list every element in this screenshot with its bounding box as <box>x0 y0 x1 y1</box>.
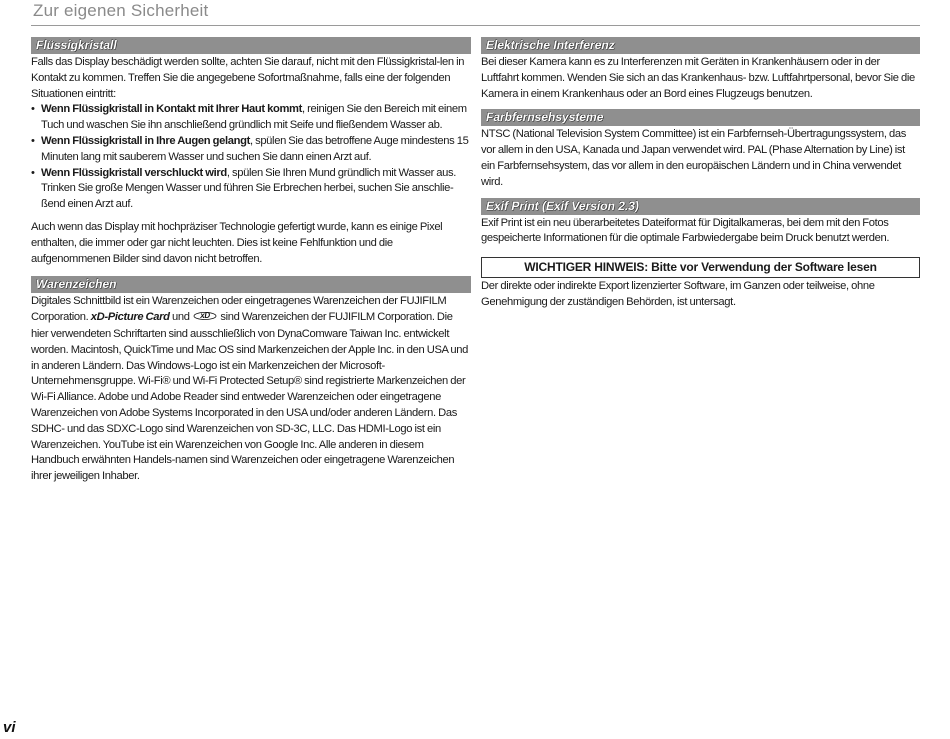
section-heading-exif: Exif Print (Exif Version 2.3) <box>481 198 920 215</box>
section-heading-trademarks: Warenzeichen <box>31 276 471 293</box>
list-item <box>31 102 471 134</box>
list-item <box>31 166 471 213</box>
software-notice-body: Der direkte oder indirekte Export lizenzierter Software, im Ganzen oder teilweise, ohne Genehmigung der zuständigen Behörden, ist untersagt. <box>481 280 875 308</box>
trademarks-text-c: sind Warenzeichen der FUJIFILM Corporation. Die hier verwendeten Schriftarten sind ausschließlich von DynaComware Taiwan Inc. entwickelt worden. Macintosh, QuickTime und Mac OS sind Markenzeichen der Apple Inc. in den USA und in anderen Ländern. Das Windows-Logo ist ein Markenzeichen der Microsoft-Unternehmensgruppe. Wi-Fi® und Wi-Fi Protected Setup® sind registrierte Markenzeichen der Wi-Fi Alliance. Adobe und Adobe Reader sind entweder Warenzeichen oder eingetragene Warenzeichen von Adobe Systems Incorporated in den USA und/oder anderen Ländern. Das SDHC- und das SDXC-Logo sind Warenzeichen von SD-3C, LLC. Das HDMI-Logo ist ein Warenzeichen. YouTube ist ein Warenzeichen von Google Inc. Alle anderen in diesem Handbuch erwähnten Handels-namen sind Warenzeichen oder eingetragene Warenzeichen ihrer jeweiligen Inhaber. <box>31 311 469 483</box>
bullet-text: , reinigen Sie den Bereich mit einem Tuch und waschen Sie ihn anschließend gründlich mit Seife und fließendem Wasser ab. <box>41 103 467 132</box>
trademarks-text-a: Digitales Schnittbild ist ein Warenzeichen oder eingetragenes Warenzeichen der FUJIFILM Corporation. <box>31 295 447 324</box>
bullet-text: , spülen Sie das betroffene Auge mindestens 15 Minuten lang mit sauberem Wasser und suchen Sie dann einen Arzt auf. <box>41 134 469 163</box>
section-heading-interference: Elektrische Interferenz <box>481 37 920 54</box>
bullet-bold-text: Wenn Flüssigkristall verschluckt wird <box>41 166 227 179</box>
left-column <box>31 37 471 485</box>
bullet-text: , spülen Sie Ihren Mund gründlich mit Wasser aus. Trinken Sie große Mengen Wasser und führen Sie Erbrechen herbei, suchen Sie anschlie-ßend einen Arzt auf. <box>41 166 457 211</box>
section-heading-tv-systems: Farbfernsehsysteme <box>481 109 920 126</box>
bullet-bold-text: Wenn Flüssigkristall in Kontakt mit Ihrer Haut kommt <box>41 103 303 116</box>
interference-body: Bei dieser Kamera kann es zu Interferenzen mit Geräten in Krankenhäusern oder in der Luftfahrt kommen. Wenden Sie sich an das Krankenhaus- bzw. Luftfahrtpersonal, bevor Sie die Kamera in einem Krankenhaus oder an Bord eines Flugzeugs benutzen. <box>481 56 915 100</box>
trademarks-text-b: und <box>169 311 192 324</box>
trademarks-body <box>31 294 471 485</box>
xd-picture-card-brand: xD-Picture Card <box>90 311 170 324</box>
lcd-section-body <box>31 55 471 267</box>
xd-logo-icon <box>193 310 217 327</box>
lcd-note-text: Auch wenn das Display mit hochpräziser Technologie gefertigt wurde, kann es einige Pixel enthalten, die immer oder gar nicht leuchten. Dies ist keine Fehlfunktion und die aufgenommenen Bilder sind davon nicht betroffen. <box>31 220 443 265</box>
title-divider <box>31 25 920 26</box>
software-notice-box: WICHTIGER HINWEIS: Bitte vor Verwendung der Software lesen <box>481 257 920 278</box>
xd-logo-text: xD <box>200 311 210 321</box>
tv-systems-body: NTSC (National Television System Committee) ist ein Farbfernseh-Übertragungssystem, das vor allem in den USA, Kanada und Japan verwendet wird. PAL (Phase Alternation by Line) ist ein Farbfernsehsystem, das vor allem in den europäischen Ländern und in China verwendet wird. <box>481 128 906 188</box>
lcd-bullet-list <box>31 102 471 213</box>
bullet-bold-text: Wenn Flüssigkristall in Ihre Augen gelangt <box>41 134 250 147</box>
lcd-intro-text: Falls das Display beschädigt werden sollte, achten Sie darauf, nicht mit den Flüssigkristal-len in Kontakt zu kommen. Treffen Sie die angegebene Sofortmaßnahme, falls eine der folgenden Situationen eintritt: <box>31 56 465 100</box>
page-title: Zur eigenen Sicherheit <box>33 1 209 20</box>
exif-body: Exif Print ist ein neu überarbeitetes Dateiformat für Digitalkameras, bei dem mit den Fotos gespeicherte Informationen für die optimale Farbwiedergabe beim Druck benutzt werden. <box>481 216 890 245</box>
page-number: vi <box>3 719 16 736</box>
right-column <box>481 37 920 311</box>
section-heading-lcd: Flüssigkristall <box>31 37 471 54</box>
list-item <box>31 134 471 166</box>
